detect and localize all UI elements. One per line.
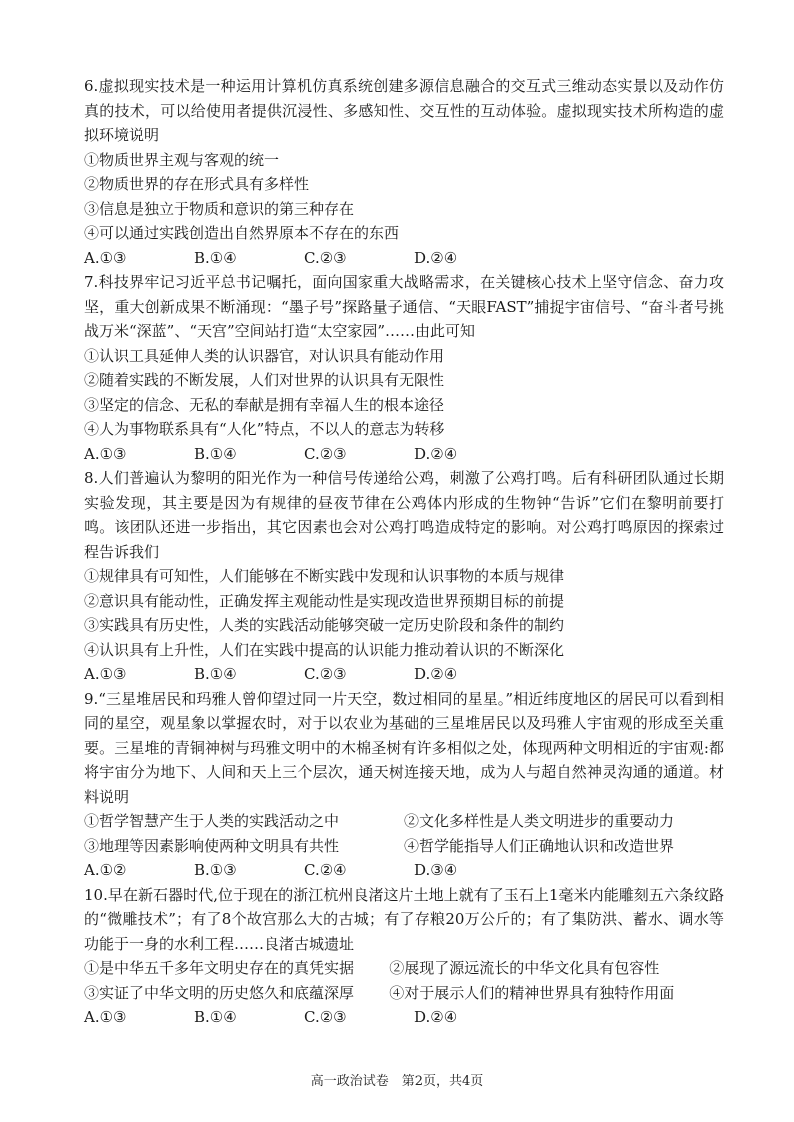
question-9 bbox=[84, 687, 724, 883]
answer-c: C.②④ bbox=[304, 861, 347, 879]
option-4: ④可以通过实践创造出自然界原本不存在的东西 bbox=[84, 224, 400, 242]
answer-d: D.②④ bbox=[414, 665, 458, 683]
option-row bbox=[84, 834, 724, 859]
option-2: ②意识具有能动性，正确发挥主观能动性是实现改造世界预期目标的前提 bbox=[84, 591, 565, 610]
question-stem: 6.虚拟现实技术是一种运用计算机仿真系统创建多源信息融合的交互式三维动态实景以及动作仿真的技术，可以给使用者提供沉浸性、多感知性、交互性的互动体验。虚拟现实技术所构造的虚拟环境说明 bbox=[84, 77, 724, 144]
answer-a: A.①③ bbox=[84, 1008, 127, 1026]
option-4: ④人为事物联系具有“人化”特点，不以人的意志为转移 bbox=[84, 420, 445, 438]
option-2: ②随着实践的不断发展，人们对世界的认识具有无限性 bbox=[84, 371, 445, 389]
answer-d: D.②④ bbox=[414, 1008, 458, 1026]
answer-c: C.②③ bbox=[304, 444, 347, 463]
question-stem: 7.科技界牢记习近平总书记嘱托，面向国家重大战略需求，在关键核心技术上坚守信念、奋力攻坚，重大创新成果不断涌现：“墨子号”探路量子通信、“天眼FAST”捕捉宇宙信号、“奋斗者号挑战万米“深蓝”、“天宫”空间站打造“太空家园”……由此可知 bbox=[84, 273, 724, 340]
answer-choices bbox=[84, 858, 724, 883]
answer-a: A.①③ bbox=[84, 248, 127, 267]
option-1: ①物质世界主观与客观的统一 bbox=[84, 150, 280, 169]
option-3: ③坚定的信念、无私的奉献是拥有幸福人生的根本途径 bbox=[84, 395, 445, 414]
answer-choices bbox=[84, 246, 724, 271]
answer-choices bbox=[84, 1005, 724, 1030]
question-stem: 10.早在新石器时代,位于现在的浙江杭州良渚这片土地上就有了玉石上1毫米内能雕刻五六条纹路的“微雕技术”；有了8个故宫那么大的古城；有了存粮20万公斤的；有了集防洪、蓄水、调水等功能于一身的水利工程……良渚古城遗址 bbox=[84, 885, 724, 953]
question-stem: 9.“三星堆居民和玛雅人曾仰望过同一片天空，数过相同的星星。”相近纬度地区的居民可以看到相同的星空，观星象以掌握农时，对于以农业为基础的三星堆居民以及玛雅人宇宙观的形成至关重要。三星堆的青铜神树与玛雅文明中的木棉圣树有许多相似之处，体现两种文明相近的宇宙观:都将宇宙分为地下、人间和天上三个层次，通天树连接天地，成为人与超自然神灵沟通的通道。材料说明 bbox=[84, 689, 724, 806]
answer-d: D.③④ bbox=[414, 861, 458, 879]
option-3: ③地理等因素影响使两种文明具有共性 bbox=[84, 836, 340, 855]
option-row bbox=[84, 981, 724, 1006]
option-3: ③实证了中华文明的历史悠久和底蕴深厚 bbox=[84, 983, 355, 1002]
option-1: ①是中华五千多年文明史存在的真凭实据 bbox=[84, 959, 355, 977]
question-10 bbox=[84, 883, 724, 1030]
option-1: ①哲学智慧产生于人类的实践活动之中 bbox=[84, 812, 340, 830]
option-3: ③实践具有历史性，人类的实践活动能够突破一定历史阶段和条件的制约 bbox=[84, 616, 565, 634]
option-row bbox=[84, 809, 724, 834]
answer-d: D.②④ bbox=[414, 248, 458, 267]
option-2: ②展现了源远流长的中华文化具有包容性 bbox=[389, 959, 660, 977]
option-2: ②文化多样性是人类文明进步的重要动力 bbox=[404, 812, 675, 830]
answer-d: D.②④ bbox=[414, 444, 458, 463]
question-8 bbox=[84, 466, 724, 687]
answer-choices bbox=[84, 662, 724, 687]
option-4: ④对于展示人们的精神世界具有独特作用面 bbox=[389, 983, 675, 1002]
answer-c: C.②③ bbox=[304, 665, 347, 683]
answer-a: A.①③ bbox=[84, 665, 127, 683]
answer-b: B.①④ bbox=[194, 444, 237, 463]
option-1: ①规律具有可知性，人们能够在不断实践中发现和认识事物的本质与规律 bbox=[84, 567, 565, 585]
answer-b: B.①④ bbox=[194, 248, 237, 267]
option-3: ③信息是独立于物质和意识的第三种存在 bbox=[84, 199, 355, 218]
answer-c: C.②③ bbox=[304, 248, 347, 267]
option-4: ④哲学能指导人们正确地认识和改造世界 bbox=[404, 836, 675, 855]
question-7 bbox=[84, 270, 724, 466]
answer-b: B.①③ bbox=[194, 861, 237, 879]
option-4: ④认识具有上升性，人们在实践中提高的认识能力推动着认识的不断深化 bbox=[84, 640, 565, 659]
page-footer: 高一政治试卷 第2页，共4页 bbox=[310, 1074, 484, 1089]
question-6 bbox=[84, 74, 724, 270]
answer-a: A.①② bbox=[84, 861, 127, 879]
answer-b: B.①④ bbox=[194, 665, 237, 683]
exam-page bbox=[84, 74, 724, 1030]
answer-c: C.②③ bbox=[304, 1008, 347, 1026]
answer-a: A.①③ bbox=[84, 444, 127, 463]
answer-choices bbox=[84, 442, 724, 467]
option-1: ①认识工具延伸人类的认识器官，对认识具有能动作用 bbox=[84, 346, 445, 365]
answer-b: B.①④ bbox=[194, 1008, 237, 1026]
option-2: ②物质世界的存在形式具有多样性 bbox=[84, 175, 310, 193]
option-row bbox=[84, 956, 724, 981]
question-stem: 8.人们普遍认为黎明的阳光作为一种信号传递给公鸡，刺激了公鸡打鸣。后有科研团队通过长期实验发现，其主要是因为有规律的昼夜节律在公鸡体内形成的生物钟“告诉”它们在黎明前要打鸣。该团队还进一步指出，其它因素也会对公鸡打鸣造成特定的影响。对公鸡打鸣原因的探索过程告诉我们 bbox=[84, 469, 724, 561]
